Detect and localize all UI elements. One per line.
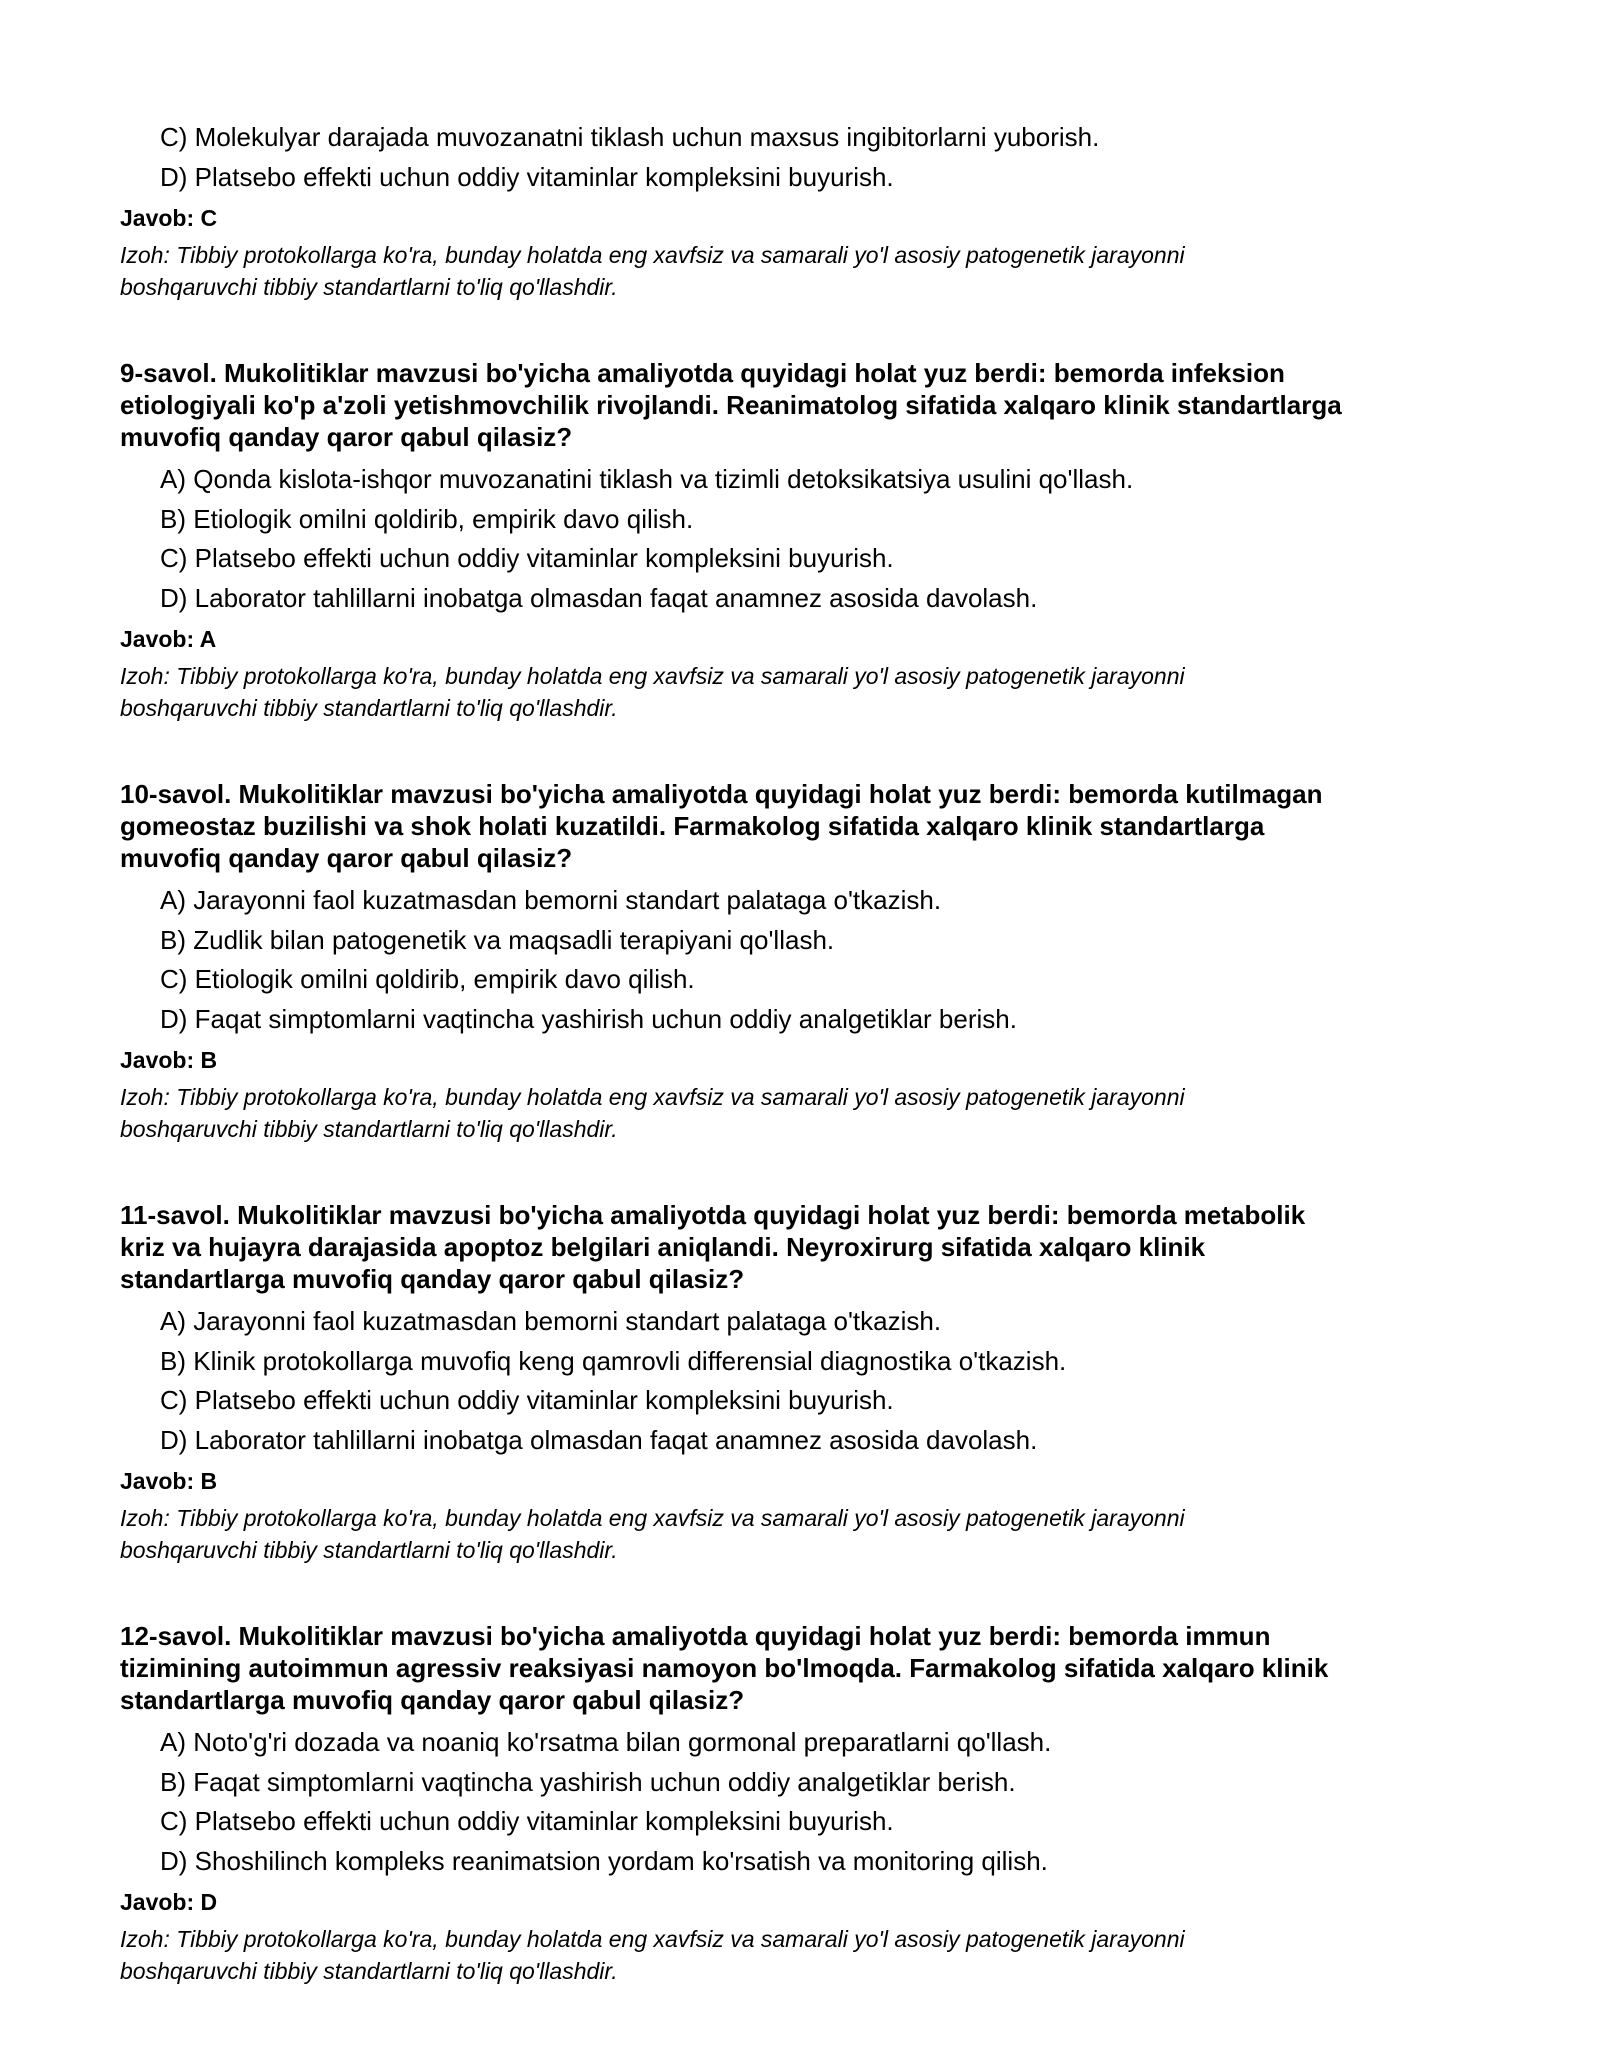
document-page bbox=[120, 118, 1500, 1987]
explanation-line-2: boshqaruvchi tibbiy standartlarni to'liq qo'llashdir. bbox=[120, 1958, 618, 1984]
option-c: C) Platsebo effekti uchun oddiy vitaminlar kompleksini buyurish. bbox=[160, 1806, 894, 1836]
answer-label: Javob: B bbox=[120, 1047, 218, 1073]
answer-label: Javob: A bbox=[120, 626, 217, 652]
option-b: B) Etiologik omilni qoldirib, empirik davo qilish. bbox=[160, 503, 694, 534]
option-d: D) Shoshilinch kompleks reanimatsion yordam ko'rsatish va monitoring qilish. bbox=[160, 1845, 1048, 1876]
question-text bbox=[120, 1199, 1500, 1295]
question-text bbox=[120, 357, 1500, 453]
option-d: D) Faqat simptomlarni vaqtincha yashirish uchun oddiy analgetiklar berish. bbox=[160, 1003, 1017, 1034]
explanation-line-1: Izoh: Tibbiy protokollarga ko'ra, bunday holatda eng xavfsiz va samarali yo'l asosiy patogenetik jarayonni bbox=[120, 242, 1185, 268]
answer-label: Javob: B bbox=[120, 1468, 218, 1494]
explanation-line-1: Izoh: Tibbiy protokollarga ko'ra, bunday holatda eng xavfsiz va samarali yo'l asosiy patogenetik jarayonni bbox=[120, 1926, 1185, 1952]
option-c: C) Platsebo effekti uchun oddiy vitaminlar kompleksini buyurish. bbox=[160, 1385, 894, 1415]
option-b: B) Zudlik bilan patogenetik va maqsadli terapiyani qo'llash. bbox=[160, 924, 835, 955]
question-9 bbox=[120, 357, 1500, 724]
option-a: A) Jarayonni faol kuzatmasdan bemorni standart palataga o'tkazish. bbox=[160, 885, 942, 915]
option-c: C) Molekulyar darajada muvozanatni tiklash uchun maxsus ingibitorlarni yuborish. bbox=[160, 122, 1100, 152]
option-a: A) Noto'g'ri dozada va noaniq ko'rsatma bilan gormonal preparatlarni qo'llash. bbox=[160, 1727, 1052, 1757]
answer-label: Javob: D bbox=[120, 1889, 218, 1915]
explanation-note bbox=[120, 1502, 1500, 1566]
question-text bbox=[120, 778, 1500, 874]
question-line-1: 12-savol. Mukolitiklar mavzusi bo'yicha amaliyotda quyidagi holat yuz berdi: bemorda immun bbox=[120, 1621, 1271, 1651]
explanation-note bbox=[120, 660, 1500, 724]
question-line-2: tizimining autoimmun agressiv reaksiyasi namoyon bo'lmoqda. Farmakolog sifatida xalqaro klinik bbox=[120, 1653, 1329, 1683]
option-d: D) Laborator tahlillarni inobatga olmasdan faqat anamnez asosida davolash. bbox=[160, 1424, 1038, 1455]
question-line-1: 9-savol. Mukolitiklar mavzusi bo'yicha amaliyotda quyidagi holat yuz berdi: bemorda infeksion bbox=[120, 358, 1285, 388]
explanation-note bbox=[120, 1081, 1500, 1145]
question-line-1: 11-savol. Mukolitiklar mavzusi bo'yicha amaliyotda quyidagi holat yuz berdi: bemorda metabolik bbox=[120, 1200, 1306, 1230]
question-12 bbox=[120, 1620, 1500, 1987]
option-b: B) Faqat simptomlarni vaqtincha yashirish uchun oddiy analgetiklar berish. bbox=[160, 1766, 1016, 1797]
option-d: D) Platsebo effekti uchun oddiy vitaminlar kompleksini buyurish. bbox=[160, 161, 894, 192]
option-a: A) Jarayonni faol kuzatmasdan bemorni standart palataga o'tkazish. bbox=[160, 1306, 942, 1336]
explanation-note bbox=[120, 239, 1500, 303]
question-line-1: 10-savol. Mukolitiklar mavzusi bo'yicha amaliyotda quyidagi holat yuz berdi: bemorda kutilmagan bbox=[120, 779, 1323, 809]
option-b: B) Klinik protokollarga muvofiq keng qamrovli differensial diagnostika o'tkazish. bbox=[160, 1345, 1067, 1376]
question-line-2: kriz va hujayra darajasida apoptoz belgilari aniqlandi. Neyroxirurg sifatida xalqaro klinik bbox=[120, 1232, 1206, 1262]
question-line-3: muvofiq qanday qaror qabul qilasiz? bbox=[120, 422, 573, 452]
question-10 bbox=[120, 778, 1500, 1145]
explanation-line-2: boshqaruvchi tibbiy standartlarni to'liq qo'llashdir. bbox=[120, 695, 618, 721]
question-8-continuation bbox=[120, 118, 1500, 303]
question-line-3: standartlarga muvofiq qanday qaror qabul qilasiz? bbox=[120, 1685, 745, 1715]
question-line-3: muvofiq qanday qaror qabul qilasiz? bbox=[120, 843, 573, 873]
question-11 bbox=[120, 1199, 1500, 1566]
option-c: C) Platsebo effekti uchun oddiy vitaminlar kompleksini buyurish. bbox=[160, 543, 894, 573]
explanation-line-2: boshqaruvchi tibbiy standartlarni to'liq qo'llashdir. bbox=[120, 1537, 618, 1563]
option-d: D) Laborator tahlillarni inobatga olmasdan faqat anamnez asosida davolash. bbox=[160, 582, 1038, 613]
question-line-2: gomeostaz buzilishi va shok holati kuzatildi. Farmakolog sifatida xalqaro klinik standartlarga bbox=[120, 811, 1265, 841]
question-text bbox=[120, 1620, 1500, 1716]
explanation-line-1: Izoh: Tibbiy protokollarga ko'ra, bunday holatda eng xavfsiz va samarali yo'l asosiy patogenetik jarayonni bbox=[120, 663, 1185, 689]
explanation-note bbox=[120, 1923, 1500, 1987]
answer-label: Javob: C bbox=[120, 205, 218, 231]
question-line-3: standartlarga muvofiq qanday qaror qabul qilasiz? bbox=[120, 1264, 745, 1294]
explanation-line-2: boshqaruvchi tibbiy standartlarni to'liq qo'llashdir. bbox=[120, 274, 618, 300]
explanation-line-1: Izoh: Tibbiy protokollarga ko'ra, bunday holatda eng xavfsiz va samarali yo'l asosiy patogenetik jarayonni bbox=[120, 1084, 1185, 1110]
option-c: C) Etiologik omilni qoldirib, empirik davo qilish. bbox=[160, 964, 695, 994]
question-line-2: etiologiyali ko'p a'zoli yetishmovchilik rivojlandi. Reanimatolog sifatida xalqaro klinik standartlarga bbox=[120, 390, 1342, 420]
option-a: A) Qonda kislota-ishqor muvozanatini tiklash va tizimli detoksikatsiya usulini qo'llash. bbox=[160, 464, 1134, 494]
explanation-line-1: Izoh: Tibbiy protokollarga ko'ra, bunday holatda eng xavfsiz va samarali yo'l asosiy patogenetik jarayonni bbox=[120, 1505, 1185, 1531]
explanation-line-2: boshqaruvchi tibbiy standartlarni to'liq qo'llashdir. bbox=[120, 1116, 618, 1142]
